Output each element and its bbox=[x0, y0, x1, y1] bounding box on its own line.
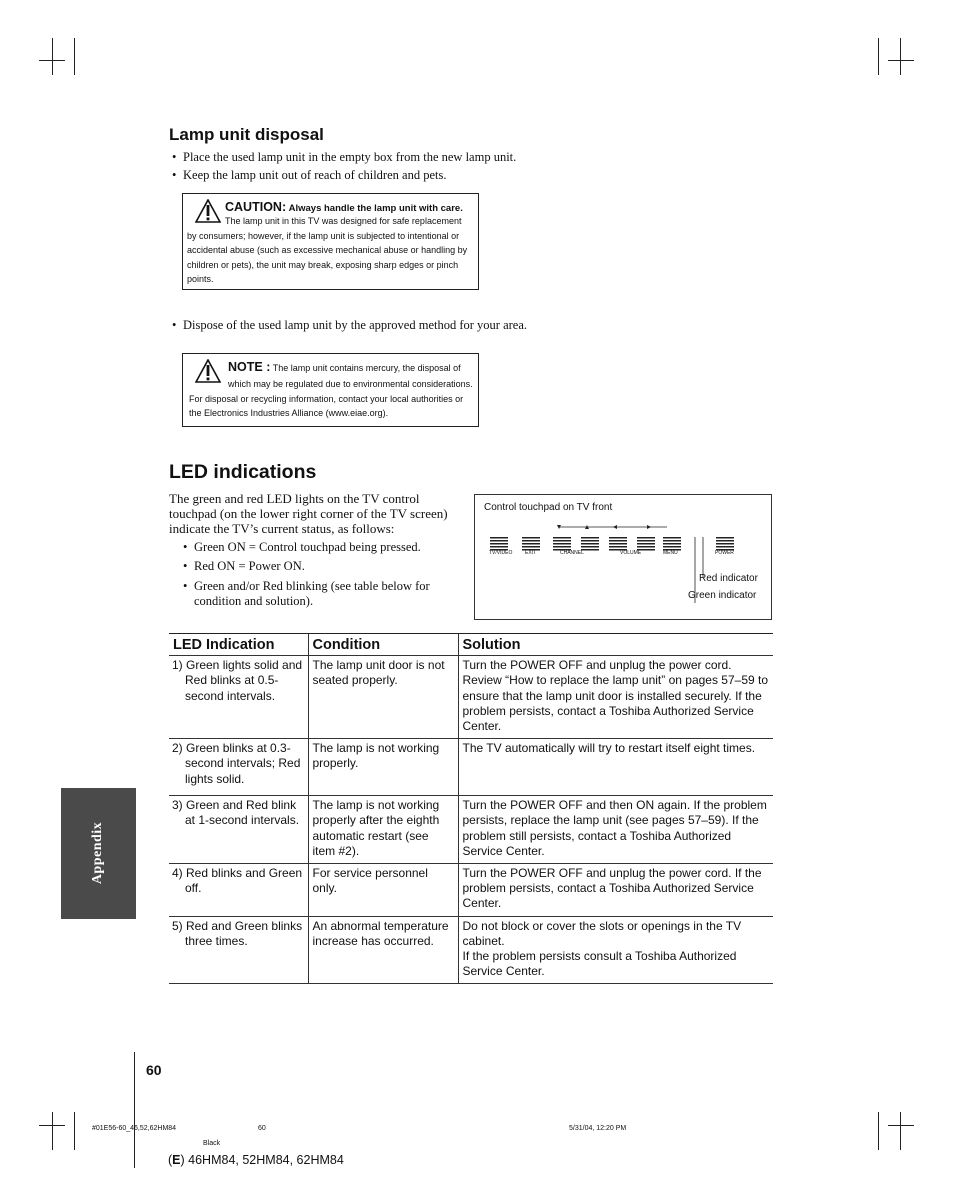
table-row bbox=[169, 796, 773, 864]
bullet-item: • Red ON = Power ON. bbox=[183, 559, 305, 573]
table-header-row bbox=[169, 634, 773, 656]
crop-mark bbox=[878, 1112, 879, 1150]
button-label: TV/VIDEO bbox=[489, 550, 513, 556]
column-header: Condition bbox=[308, 634, 458, 656]
table-cell bbox=[458, 916, 773, 984]
table-cell: 4) Red blinks and Green off. bbox=[169, 864, 308, 917]
button-label: EXIT bbox=[525, 550, 537, 556]
crop-mark bbox=[74, 38, 75, 75]
touchpad-title: Control touchpad on TV front bbox=[484, 502, 613, 513]
crop-mark bbox=[888, 60, 914, 61]
lamp-disposal-heading: Lamp unit disposal bbox=[169, 125, 324, 144]
control-touchpad-diagram bbox=[474, 494, 772, 620]
appendix-side-tab: Appendix bbox=[61, 788, 136, 919]
footer-date: 5/31/04, 12:20 PM bbox=[569, 1125, 627, 1132]
crop-mark bbox=[888, 1125, 914, 1126]
table-row bbox=[169, 916, 773, 984]
tv-video-button-icon bbox=[490, 537, 508, 551]
table-cell: Turn the POWER OFF and unplug the power cord. If the problem persists, contact a Toshiba Authorized Service Center. bbox=[458, 864, 773, 917]
exit-button-icon bbox=[522, 537, 540, 551]
warning-triangle-icon bbox=[195, 359, 221, 383]
volume-down-button-icon bbox=[609, 537, 627, 551]
channel-up-button-icon bbox=[581, 537, 599, 551]
button-label: CHANNEL bbox=[560, 550, 584, 556]
channel-down-button-icon bbox=[553, 537, 571, 551]
channel-volume-arrows-icon bbox=[555, 523, 675, 531]
footer-color: Black bbox=[203, 1140, 221, 1147]
column-header: Solution bbox=[458, 634, 773, 656]
power-button-icon bbox=[716, 537, 734, 551]
crop-mark bbox=[52, 1112, 53, 1150]
page-rule bbox=[134, 1052, 135, 1168]
led-heading: LED indications bbox=[169, 461, 317, 483]
table-cell: The lamp is not working properly after the eighth automatic restart (see item #2). bbox=[308, 796, 458, 864]
table-row bbox=[169, 864, 773, 917]
crop-mark bbox=[878, 38, 879, 75]
note-box bbox=[182, 353, 479, 427]
table-cell: The lamp unit door is not seated properly. bbox=[308, 656, 458, 739]
table-row bbox=[169, 739, 773, 796]
table-cell: 3) Green and Red blink at 1-second intervals. bbox=[169, 796, 308, 864]
solution-line: If the problem persists consult a Toshiba Authorized Service Center. bbox=[462, 949, 737, 979]
table-cell: 2) Green blinks at 0.3-second intervals; Red lights solid. bbox=[169, 739, 308, 796]
warning-triangle-icon bbox=[195, 199, 221, 223]
crop-mark bbox=[900, 38, 901, 75]
table-cell: For service personnel only. bbox=[308, 864, 458, 917]
table-cell: 1) Green lights solid and Red blinks at 0.5-second intervals. bbox=[169, 656, 308, 739]
led-indication-table bbox=[169, 633, 773, 984]
led-intro: The green and red LED lights on the TV control touchpad (on the lower right corner of the TV screen) indicate the TV’s current status, as follows: bbox=[169, 491, 448, 537]
button-label: POWER bbox=[715, 550, 734, 556]
solution-line: Do not block or cover the slots or openings in the TV cabinet. bbox=[462, 918, 742, 948]
column-header: LED Indication bbox=[169, 634, 308, 656]
crop-mark bbox=[52, 38, 53, 75]
caution-header: CAUTION: Always handle the lamp unit with care. bbox=[225, 200, 463, 214]
note-text: For disposal or recycling information, contact your local authorities or the Electronics Industries Alliance (www.eiae.org). bbox=[189, 393, 464, 418]
page-number: 60 bbox=[146, 1062, 162, 1078]
table-cell: Turn the POWER OFF and unplug the power cord. Review “How to replace the lamp unit” on pages 57–59 to ensure that the lamp unit door is installed securely. If the problem persists, contact a Toshiba Authorized Service Center. bbox=[458, 656, 773, 739]
menu-button-icon bbox=[663, 537, 681, 551]
bullet-item: • Green ON = Control touchpad being pressed. bbox=[183, 540, 421, 554]
caution-box bbox=[182, 193, 479, 290]
button-label: MENU bbox=[663, 550, 678, 556]
crop-mark bbox=[74, 1112, 75, 1150]
bullet-item: • Dispose of the used lamp unit by the approved method for your area. bbox=[172, 318, 528, 332]
red-indicator-label: Red indicator bbox=[699, 573, 758, 584]
footer-file: #01E56-60_46,52,62HM84 bbox=[92, 1125, 177, 1132]
footer-models: (E) 46HM84, 52HM84, 62HM84 bbox=[168, 1153, 344, 1167]
table-cell: An abnormal temperature increase has occurred. bbox=[308, 916, 458, 984]
button-label: VOLUME bbox=[620, 550, 642, 556]
table-cell: 5) Red and Green blinks three times. bbox=[169, 916, 308, 984]
footer-page: 60 bbox=[258, 1125, 266, 1132]
bullet-item: • Keep the lamp unit out of reach of children and pets. bbox=[172, 168, 447, 182]
table-cell: The lamp is not working properly. bbox=[308, 739, 458, 796]
table-row bbox=[169, 656, 773, 739]
caution-text: by consumers; however, if the lamp unit is subjected to intentional or accidental abuse (such as excessive mechanical abuse or handling by children or pets), the unit may break, exposing sharp edges or pinch points. bbox=[187, 230, 468, 284]
table-cell: Turn the POWER OFF and then ON again. If the problem persists, replace the lamp unit (see pages 57–59). If the problem still persists, contact a Toshiba Authorized Service Center. bbox=[458, 796, 773, 864]
bullet-item: • Place the used lamp unit in the empty box from the new lamp unit. bbox=[172, 150, 517, 164]
crop-mark bbox=[900, 1112, 901, 1150]
caution-text-line1: The lamp unit in this TV was designed for safe replacement bbox=[225, 216, 462, 226]
table-cell: The TV automatically will try to restart itself eight times. bbox=[458, 739, 773, 796]
volume-up-button-icon bbox=[637, 537, 655, 551]
note-header: NOTE : The lamp unit contains mercury, the disposal of bbox=[228, 360, 461, 374]
green-indicator-label: Green indicator bbox=[688, 590, 757, 601]
bullet-item: • Green and/or Red blinking (see table below for condition and solution). bbox=[183, 579, 430, 608]
note-text-line2: which may be regulated due to environmental considerations. bbox=[228, 379, 473, 389]
